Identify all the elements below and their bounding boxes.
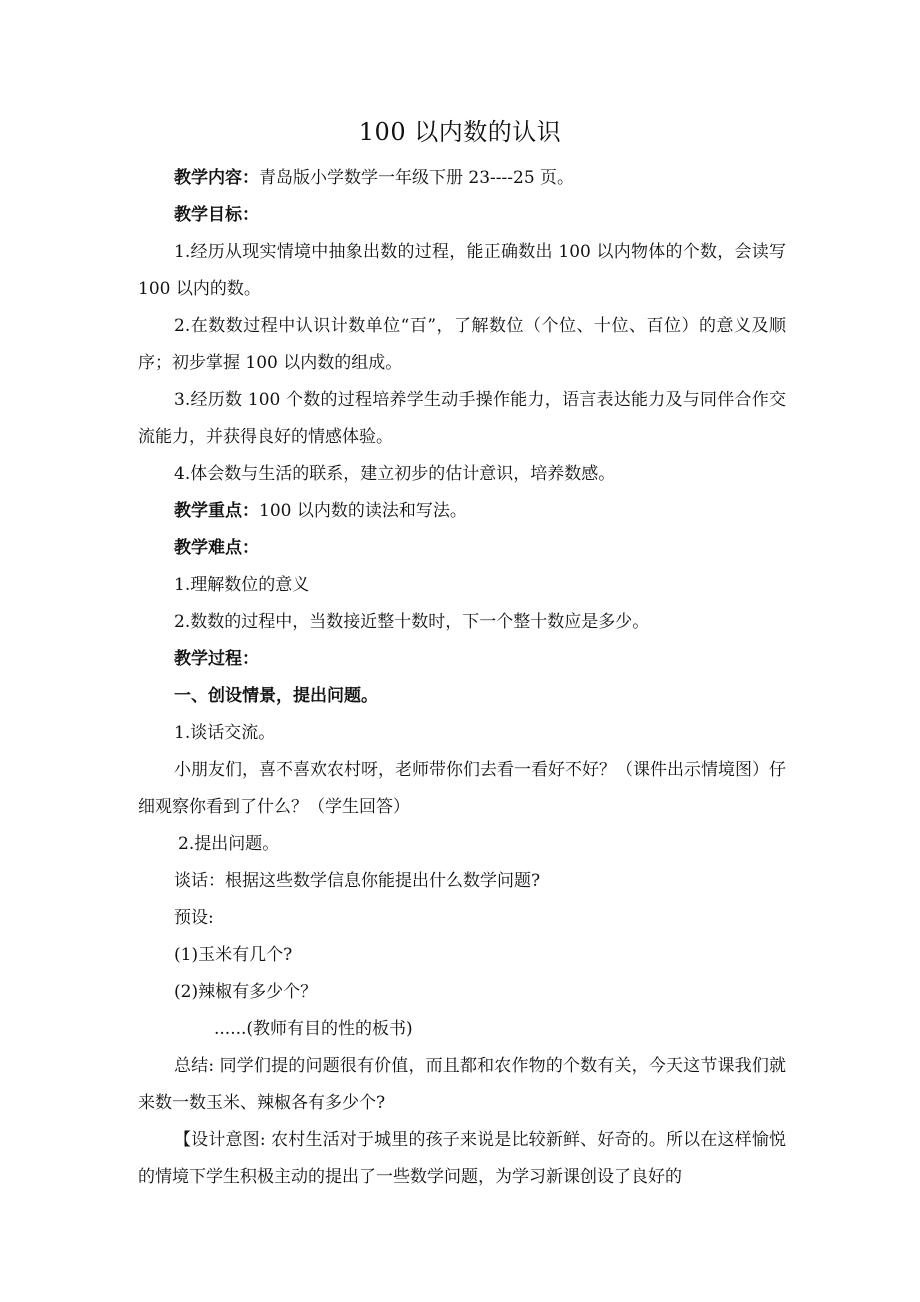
teaching-content-text: 青岛版小学数学一年级下册 23----25 页。 [259,168,575,188]
preset-label: 预设: [174,908,214,928]
difficulty-item: 1.理解数位的意义 [174,575,310,595]
document-body [138,160,786,1196]
step-two: 2.提出问题。 [178,834,280,854]
difficulty-heading: 教学难点： [174,538,259,558]
objective-item: 2.在数数过程中认识计数单位“百”，了解数位（个位、十位、百位）的意义及顺序；初步掌握 100 以内数的组成。 [138,316,786,373]
step-one: 1.谈话交流。 [174,723,276,743]
board-note: ......(教师有目的性的板书) [214,1019,413,1039]
teaching-content-label: 教学内容： [174,168,259,188]
section-one-heading: 一、创设情景，提出问题。 [174,686,378,706]
difficulty-item: 2.数数的过程中，当数接近整十数时，下一个整十数应是多少。 [174,612,650,632]
key-point-label: 教学重点： [174,501,259,521]
document-title: 100 以内数的认识 [358,118,562,146]
preset-item: (1)玉米有几个? [174,945,293,965]
teaching-key-point [138,493,786,530]
process-heading: 教学过程： [174,649,259,669]
objective-item: 3.经历数 100 个数的过程培养学生动手操作能力，语言表达能力及与同伴合作交流能力，并获得良好的情感体验。 [138,390,786,447]
objective-item: 4.体会数与生活的联系，建立初步的估计意识，培养数感。 [174,464,616,484]
step-one-text: 小朋友们，喜不喜欢农村呀，老师带你们去看一看好不好？（课件出示情境图）仔细观察你看到了什么？（学生回答） [138,760,786,817]
design-intent: 【设计意图: 农村生活对于城里的孩子来说是比较新鲜、好奇的。所以在这样愉悦的情境下学生积极主动的提出了一些数学问题，为学习新课创设了良好的 [138,1130,786,1187]
objectives-heading: 教学目标： [174,205,259,225]
preset-item: (2)辣椒有多少个？ [174,982,318,1002]
objective-item: 1.经历从现实情境中抽象出数的过程，能正确数出 100 以内物体的个数，会读写 100 以内的数。 [138,242,786,299]
teaching-content [138,160,786,197]
key-point-text: 100 以内数的读法和写法。 [259,501,467,521]
summary: 总结: 同学们提的问题很有价值，而且都和农作物的个数有关，今天这节课我们就来数一数玉米、辣椒各有多少个? [138,1056,786,1113]
talk-question: 谈话：根据这些数学信息你能提出什么数学问题? [174,871,541,891]
